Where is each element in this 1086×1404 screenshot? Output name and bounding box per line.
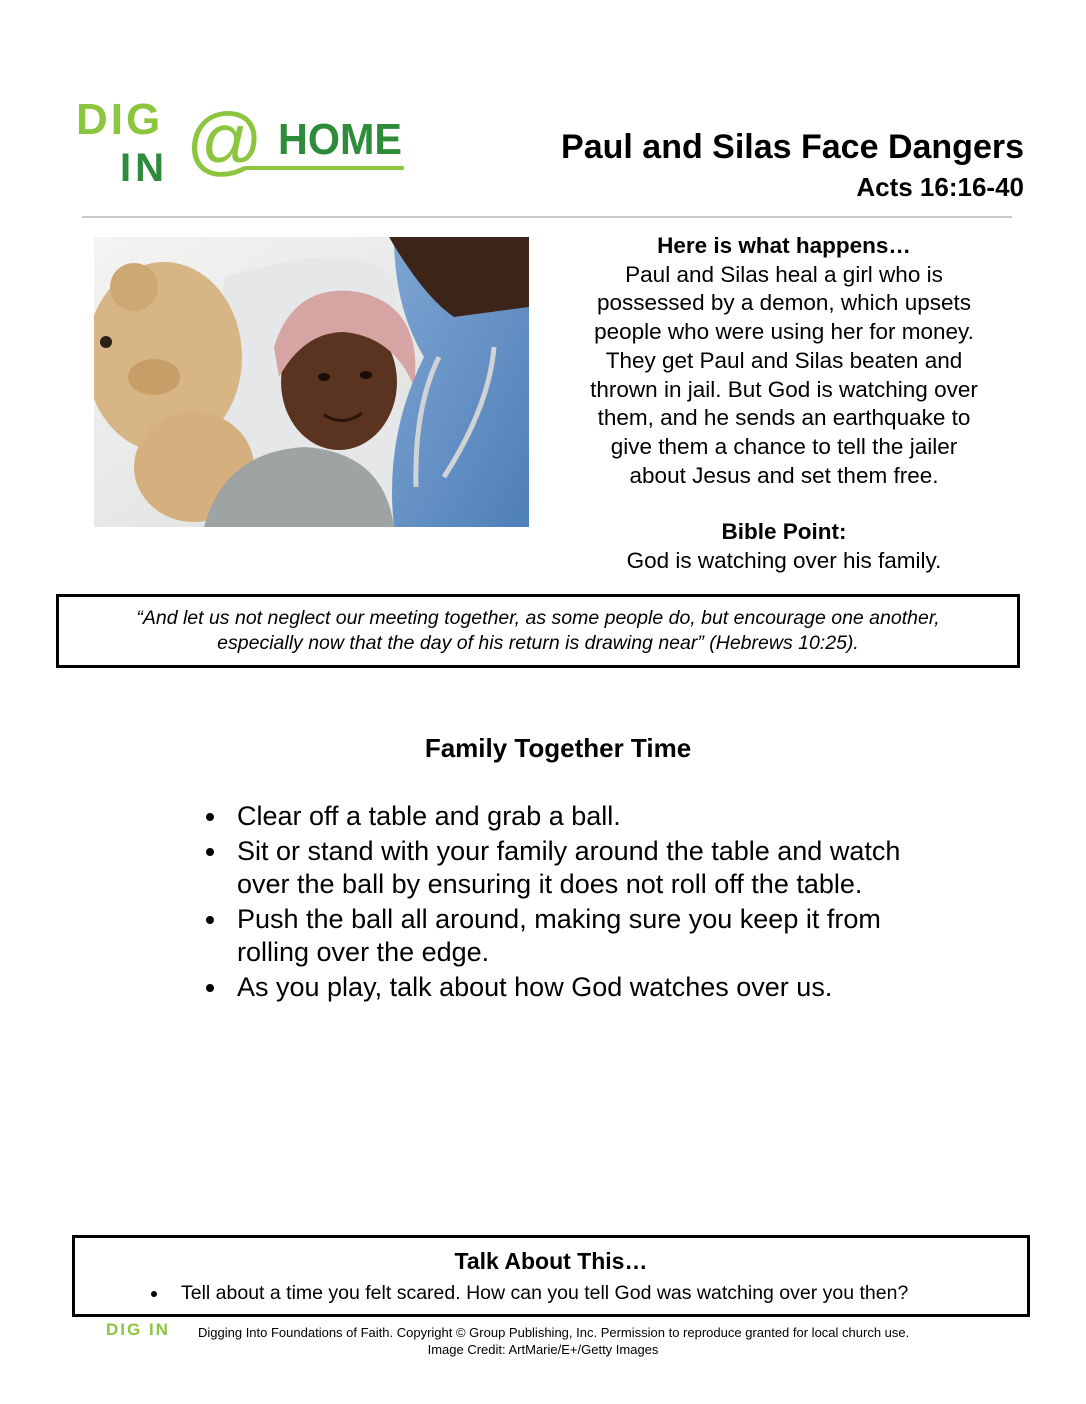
summary-line: They get Paul and Silas beaten and bbox=[605, 347, 963, 373]
summary-line: Paul and Silas heal a girl who is bbox=[625, 261, 943, 287]
logo-home-text: HOME bbox=[278, 115, 402, 164]
verse-line: especially now that the day of his return is drawing near” (Hebrews 10:25). bbox=[217, 632, 859, 654]
summary-heading: Here is what happens… bbox=[657, 233, 911, 258]
footer-dig-in-logo bbox=[106, 1319, 190, 1337]
list-item: Clear off a table and grab a ball. bbox=[200, 800, 920, 833]
title-block bbox=[561, 128, 1024, 204]
story-photo bbox=[94, 237, 529, 527]
family-time-list bbox=[200, 800, 920, 1006]
bible-point-heading: Bible Point: bbox=[721, 519, 847, 545]
summary-line: people who were using her for money. bbox=[594, 319, 974, 345]
list-item: Tell about a time you felt scared. How can you tell God was watching over you then? bbox=[149, 1281, 908, 1305]
summary-line: about Jesus and set them free. bbox=[629, 462, 939, 488]
summary-line: thrown in jail. But God is watching over bbox=[590, 376, 978, 402]
header-divider bbox=[82, 216, 1012, 218]
footer-copyright: Digging Into Foundations of Faith. Copyright © Group Publishing, Inc. Permission to reproduce granted for local church use. bbox=[198, 1325, 910, 1340]
summary-line: possessed by a demon, which upsets bbox=[597, 290, 971, 316]
list-item: Sit or stand with your family around the table and watch over the ball by ensuring it does not roll off the table. bbox=[200, 835, 920, 901]
list-item: Push the ball all around, making sure you keep it from rolling over the edge. bbox=[200, 903, 920, 969]
bible-point-text: God is watching over his family. bbox=[626, 548, 942, 574]
story-summary bbox=[556, 232, 1012, 576]
verse-line: “And let us not neglect our meeting together, as some people do, but encourage one another, bbox=[136, 607, 940, 629]
logo-at-symbol: @ bbox=[186, 98, 264, 183]
talk-heading: Talk About This… bbox=[454, 1248, 648, 1274]
scripture-reference: Acts 16:16-40 bbox=[856, 172, 1024, 202]
logo-dig-text: DIG bbox=[76, 95, 164, 144]
talk-about-box bbox=[72, 1235, 1030, 1317]
dig-in-at-home-logo bbox=[76, 92, 406, 184]
family-time-heading: Family Together Time bbox=[424, 733, 692, 763]
summary-line: them, and he sends an earthquake to bbox=[597, 405, 971, 431]
list-item: As you play, talk about how God watches over us. bbox=[200, 971, 920, 1004]
summary-line: give them a chance to tell the jailer bbox=[610, 433, 958, 459]
page-title: Paul and Silas Face Dangers bbox=[561, 128, 1024, 166]
logo-in-text: IN bbox=[120, 146, 168, 184]
verse-box bbox=[56, 594, 1020, 668]
footer-logo-text: DIG IN bbox=[106, 1320, 170, 1337]
footer-image-credit: Image Credit: ArtMarie/E+/Getty Images bbox=[427, 1342, 659, 1357]
talk-list bbox=[149, 1281, 908, 1305]
